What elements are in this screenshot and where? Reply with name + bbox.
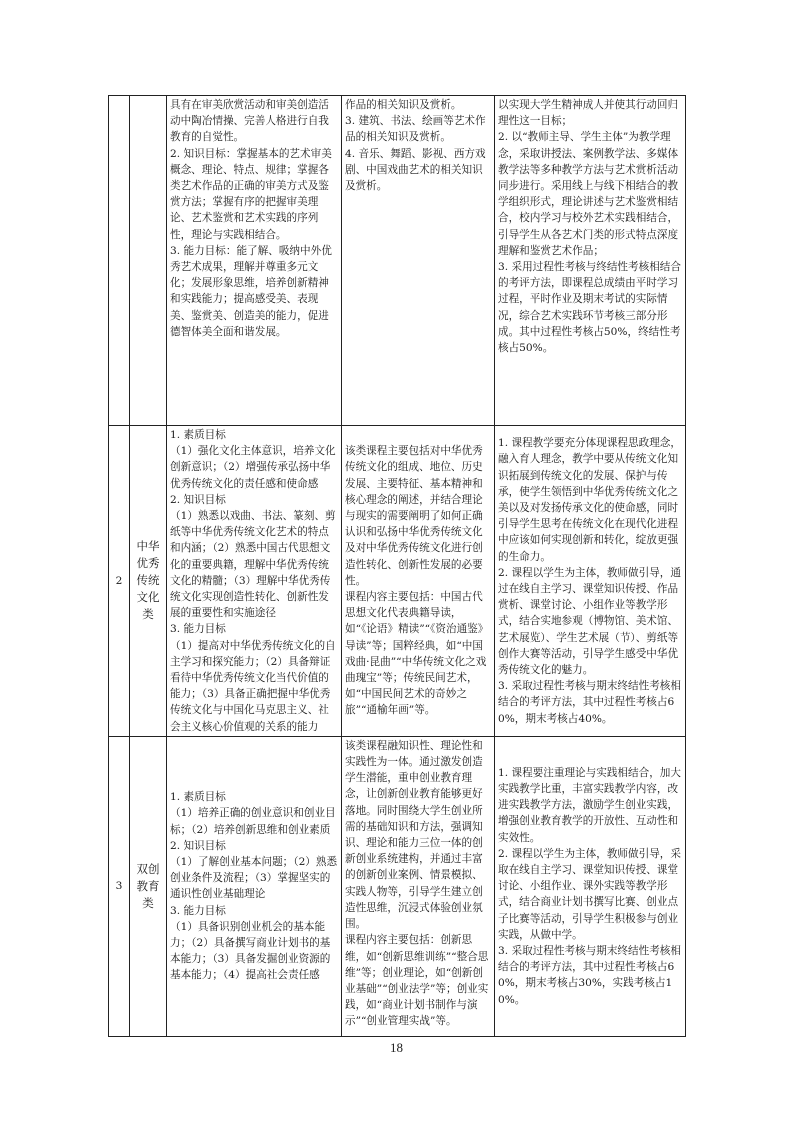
content-paragraph: 该类课程主要包括对中华优秀传统文化的组成、地位、历史发展、主要特征、基本精神和核心理念的阐述，并结合理论与现实的需要阐明了如何正确认识和弘扬中华优秀传统文化及对中华优秀传统文化进行创造性转化、创新性发展的必要性。	[345, 445, 483, 587]
teaching-methods	[495, 736, 686, 1036]
content-paragraph: 3. 建筑、书法、绘画等艺术作品的相关知识及赏析。	[345, 115, 486, 144]
goal-paragraph: 3. 能力目标：能了解、吸纳中外优秀艺术成果，理解并尊重多元文化；发展形象思维，培养创新精神和实践能力；提高感受美、表现美、鉴赏美、创造美的能力，促进德智体美全面和谐发展。	[170, 244, 332, 338]
goal-paragraph: （1）熟悉以戏曲、书法、篆刻、剪纸等中华优秀传统文化艺术的特点和内涵；（2）熟悉中国古代思想文化的重要典籍，理解中华优秀传统文化的精髓；（3）理解中华优秀传统文化实现创造性转化、创新性发展的重要性和实施途径	[170, 510, 336, 620]
goal-paragraph: 具有在审美欣赏活动和审美创造活动中陶冶情操、完善人格进行自我教育的自觉性。	[170, 99, 329, 144]
goal-paragraph: （1）强化文化主体意识，培养文化创新意识；（2）增强传承弘扬中华优秀传统文化的责任感和使命感	[170, 445, 336, 490]
content-paragraph: 课程内容主要包括：创新思维，如“创新思维训练”“整合思维”等；创业理论，如“创新创业基础”“创业法学”等；创业实践，如“商业计划书制作与演示”“创业管理实战”等。	[345, 934, 489, 1028]
goal-paragraph: 2. 知识目标	[170, 493, 226, 506]
page-number: 18	[390, 1040, 403, 1055]
method-paragraph: 1. 课程教学要充分体现课程思政理念，融入育人理念，教学中要从传统文化知识拓展到传统文化的发展、保护与传承，使学生领悟到中华优秀传统文化之美以及对发扬传承文化的使命感，同时引导学生思考在传统文化在现代化进程中应该如何实现创新和转化，绽放更强的生命力。	[498, 437, 681, 563]
method-paragraph: 3. 采取过程性考核与期末终结性考核相结合的考评方法，其中过程性考核占60%，期末考核占40%。	[498, 680, 681, 725]
content-paragraph: 作品的相关知识及赏析。	[345, 99, 462, 111]
row-category	[130, 96, 167, 426]
method-paragraph: 2. 课程以学生为主体，教师做引导，采取在线自主学习、课堂知识传授、课堂讨论、小组作业、课外实践等教学形式，结合商业计划书撰写比赛、创业点子比赛等活动，引导学生积极参与创业实践，从做中学。	[498, 847, 681, 941]
course-goals	[167, 426, 342, 737]
course-content	[342, 96, 495, 426]
course-goals	[167, 96, 342, 426]
teaching-methods	[495, 96, 686, 426]
table-row	[109, 96, 686, 426]
method-paragraph: 以实现大学生精神成人并使其行动回归理性这一目标；	[498, 99, 679, 128]
goal-paragraph: 2. 知识目标：掌握基本的艺术审美概念、理论、特点、规律；掌握各类艺术作品的正确的审美方式及鉴赏方法；掌握有序的把握审美理论、艺术鉴赏和艺术实践的序列性，理论与实践相结合。	[170, 147, 332, 241]
teaching-methods	[495, 426, 686, 737]
course-content	[342, 426, 495, 737]
method-paragraph: 3. 采用过程性考核与终结性考核相结合的考评方法，即课程总成绩由平时学习过程，平时作业及期末考试的实际情况，综合艺术实践环节考核三部分形成。其中过程性考核占50%，终结性考核占50%。	[498, 261, 681, 355]
goal-paragraph: （1）提高对中华优秀传统文化的自主学习和探究能力；（2）具备辩证看待中华优秀传统文化当代价值的能力；（3）具备正确把握中华优秀传统文化与中国化马克思主义、社会主义核心价值观的关系的能力	[170, 639, 336, 733]
goal-paragraph: （1）具备识别创业机会的基本能力；（2）具备撰写商业计划书的基本能力；（3）具备发掘创业资源的基本能力；（4）提高社会责任感	[170, 920, 331, 982]
row-number: 2	[109, 426, 130, 737]
course-content	[342, 736, 495, 1036]
content-paragraph: 4. 音乐、舞蹈、影视、西方戏剧、中国戏曲艺术的相关知识及赏析。	[345, 147, 486, 193]
goal-paragraph: 3. 能力目标	[170, 623, 226, 636]
method-paragraph: 2. 课程以学生为主体，教师做引导，通过在线自主学习、课堂知识传授、作品赏析、课堂讨论、小组作业等教学形式，结合实地参观（博物馆、美术馆、艺术展览）、学生艺术展（节）、剪纸等创作大赛等活动，引导学生感受中华优秀传统文化的魅力。	[498, 566, 681, 676]
goal-paragraph: 3. 能力目标	[170, 904, 226, 917]
course-goals	[167, 736, 342, 1036]
goal-paragraph: 1. 素质目标	[170, 429, 226, 441]
goal-paragraph: 1. 素质目标	[170, 791, 226, 804]
content-paragraph: 课程内容主要包括：中国古代思想文化代表典籍导读，如“《论语》精读”“《资治通鉴》导读”等；国粹经典，如“中国戏曲·昆曲”“中华传统文化之戏曲瑰宝”等；传统民间艺术，如“中国民间艺术的奇妙之旅”“通榆年画”等。	[345, 591, 489, 717]
goal-paragraph: （1）培养正确的创业意识和创业目标；（2）培养创新思维和创业素质	[170, 807, 336, 836]
row-category: 双创教育类	[130, 736, 167, 1036]
row-number: 3	[109, 736, 130, 1036]
method-paragraph: 2. 以“教师主导、学生主体”为教学理念，采取讲授法、案例教学法、多媒体教学法等多种教学方法与艺术赏析活动同步进行。采用线上与线下相结合的教学组织形式，理论讲述与艺术鉴赏相结合，校内学习与校外艺术实践相结合，引导学生从各艺术门类的形式特点深度理解和鉴赏艺术作品；	[498, 131, 679, 257]
table-row	[109, 736, 686, 1036]
method-paragraph: 3. 采取过程性考核与期末终结性考核相结合的考评方法，其中过程性考核占60%，期末考核占30%，实践考核占10%。	[498, 945, 681, 1006]
table-row	[109, 426, 686, 737]
row-category: 中华优秀传统文化类	[130, 426, 167, 737]
method-paragraph: 1. 课程要注重理论与实践相结合，加大实践教学比重，丰富实践教学内容，改进实践教学方法，激励学生创业实践，增强创业教育教学的开放性、互动性和实效性。	[498, 766, 681, 844]
content-paragraph: 该类课程融知识性、理论性和实践性为一体。通过激发创造学生潜能，重申创业教育理念，让创新创业教育能够更好落地。同时围绕大学生创业所需的基础知识和方法，强调知识、理论和能力三位一体的创新创业系统建构，并通过丰富的创新创业案例、情景模拟、实践人物等，引导学生建立创造性思维，沉浸式体验创业氛围。	[345, 739, 483, 931]
goal-paragraph: 2. 知识目标	[170, 839, 226, 852]
curriculum-table	[108, 95, 686, 1037]
row-number	[109, 96, 130, 426]
goal-paragraph: （1）了解创业基本问题；（2）熟悉创业条件及流程；（3）掌握坚实的通识性创业基础理论	[170, 855, 338, 901]
